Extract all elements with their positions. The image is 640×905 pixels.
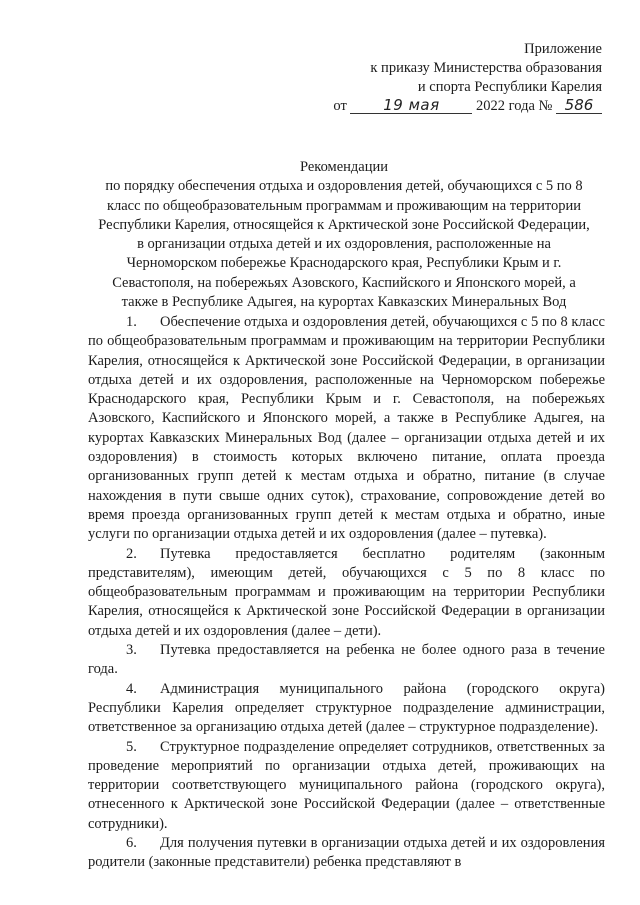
- handwritten-date: 19 мая: [350, 98, 472, 114]
- title-line: класс по общеобразовательным программам и проживающим на территории: [106, 197, 582, 214]
- title-line: Севастополя, на побережьях Азовского, Каспийского и Японского морей, а: [112, 274, 576, 291]
- paragraph-6: [88, 834, 605, 873]
- document-heading: Рекомендации: [299, 159, 389, 175]
- title-line: Республики Карелия, относящейся к Арктической зоне Российской Федерации,: [98, 216, 590, 233]
- appendix-order-line: к приказу Министерства образования: [370, 60, 602, 76]
- handwritten-order-number: 586: [556, 98, 602, 114]
- paragraph-number: 1.: [126, 314, 137, 330]
- appendix-ministry-line: и спорта Республики Карелия: [417, 79, 602, 95]
- paragraph-text: Обеспечение отдыха и оздоровления детей, обучающихся с 5 по 8 класс по общеобразовательным программам и проживающим на территории Республики Карелия, относящейся к Арктической зоне Российской Федерации, в организации отдыха детей и их оздоровления, расположенные на Черноморском побережье Краснодарского края, Республики Крым и г. Севастополя, на побережьях Азовского, Каспийского и Японского морей, а также в Республике Адыгея, на курортах Кавказских Минеральных Вод (далее – организации отдыха детей и их оздоровления) в стоимость которых включено питание, оплата проезда организованных групп детей к местам отдыха и обратно, питание (в случае нахождения в пути свыше одних суток), страхование, сопровождение детей во время проезда организованных групп детей к местам отдыха и обратно, иные услуги по организации отдыха детей и их оздоровления (далее – путевка).: [88, 314, 605, 543]
- paragraph-text: Для получения путевки в организации отдыха детей и их оздоровления родители (законные представители) ребенка представляют в: [88, 835, 605, 871]
- order-date-line: [302, 97, 602, 116]
- paragraph-1: [88, 313, 605, 545]
- order-year: 2022 года: [476, 98, 535, 114]
- paragraph-number: 3.: [126, 642, 137, 659]
- appendix-title: Приложение: [524, 41, 602, 57]
- date-prefix: от: [333, 98, 347, 114]
- paragraph-text: Путевка предоставляется на ребенка не более одного раза в течение года.: [88, 642, 605, 678]
- paragraph-3: [88, 641, 605, 680]
- paragraph-number: 6.: [126, 835, 137, 852]
- paragraph-4: [88, 680, 605, 738]
- paragraph-text: Администрация муниципального района (городского округа) Республики Карелия определяет структурное подразделение администрации, ответственное за организацию отдыха детей (далее – структурное подразделение).: [88, 680, 605, 736]
- paragraph-number: 2.: [126, 545, 137, 562]
- paragraph-number: 4.: [126, 680, 137, 697]
- title-line: Черноморском побережье Краснодарского края, Республики Крым и г.: [126, 255, 562, 272]
- document-title-block: [80, 158, 608, 312]
- title-line: также в Республике Адыгея, на курортах Кавказских Минеральных Вод: [121, 294, 567, 311]
- number-sign: №: [538, 98, 553, 114]
- appendix-header: [302, 40, 602, 116]
- document-body: [88, 313, 605, 873]
- paragraph-text: Путевка предоставляется бесплатно родителям (законным представителям), имеющим детей, обучающихся с 5 по 8 класс по общеобразовательным программам и проживающим на территории Республики Карелия, относящейся к Арктической зоне Российской Федерации в организации отдыха детей и их оздоровления (далее – дети).: [88, 545, 605, 639]
- title-line: в организации отдыха детей и их оздоровления, расположенные на: [137, 236, 551, 253]
- paragraph-2: [88, 545, 605, 641]
- paragraph-number: 5.: [126, 738, 137, 755]
- paragraph-text: Структурное подразделение определяет сотрудников, ответственных за проведение мероприятий по организации отдыха детей, проживающих на территории соответствующего муниципального района (городского округа), отнесенного к Арктической зоне Российской Федерации (далее – ответственные сотрудники).: [88, 738, 605, 832]
- title-line: по порядку обеспечения отдыха и оздоровления детей, обучающихся с 5 по 8: [105, 178, 583, 195]
- paragraph-5: [88, 738, 605, 834]
